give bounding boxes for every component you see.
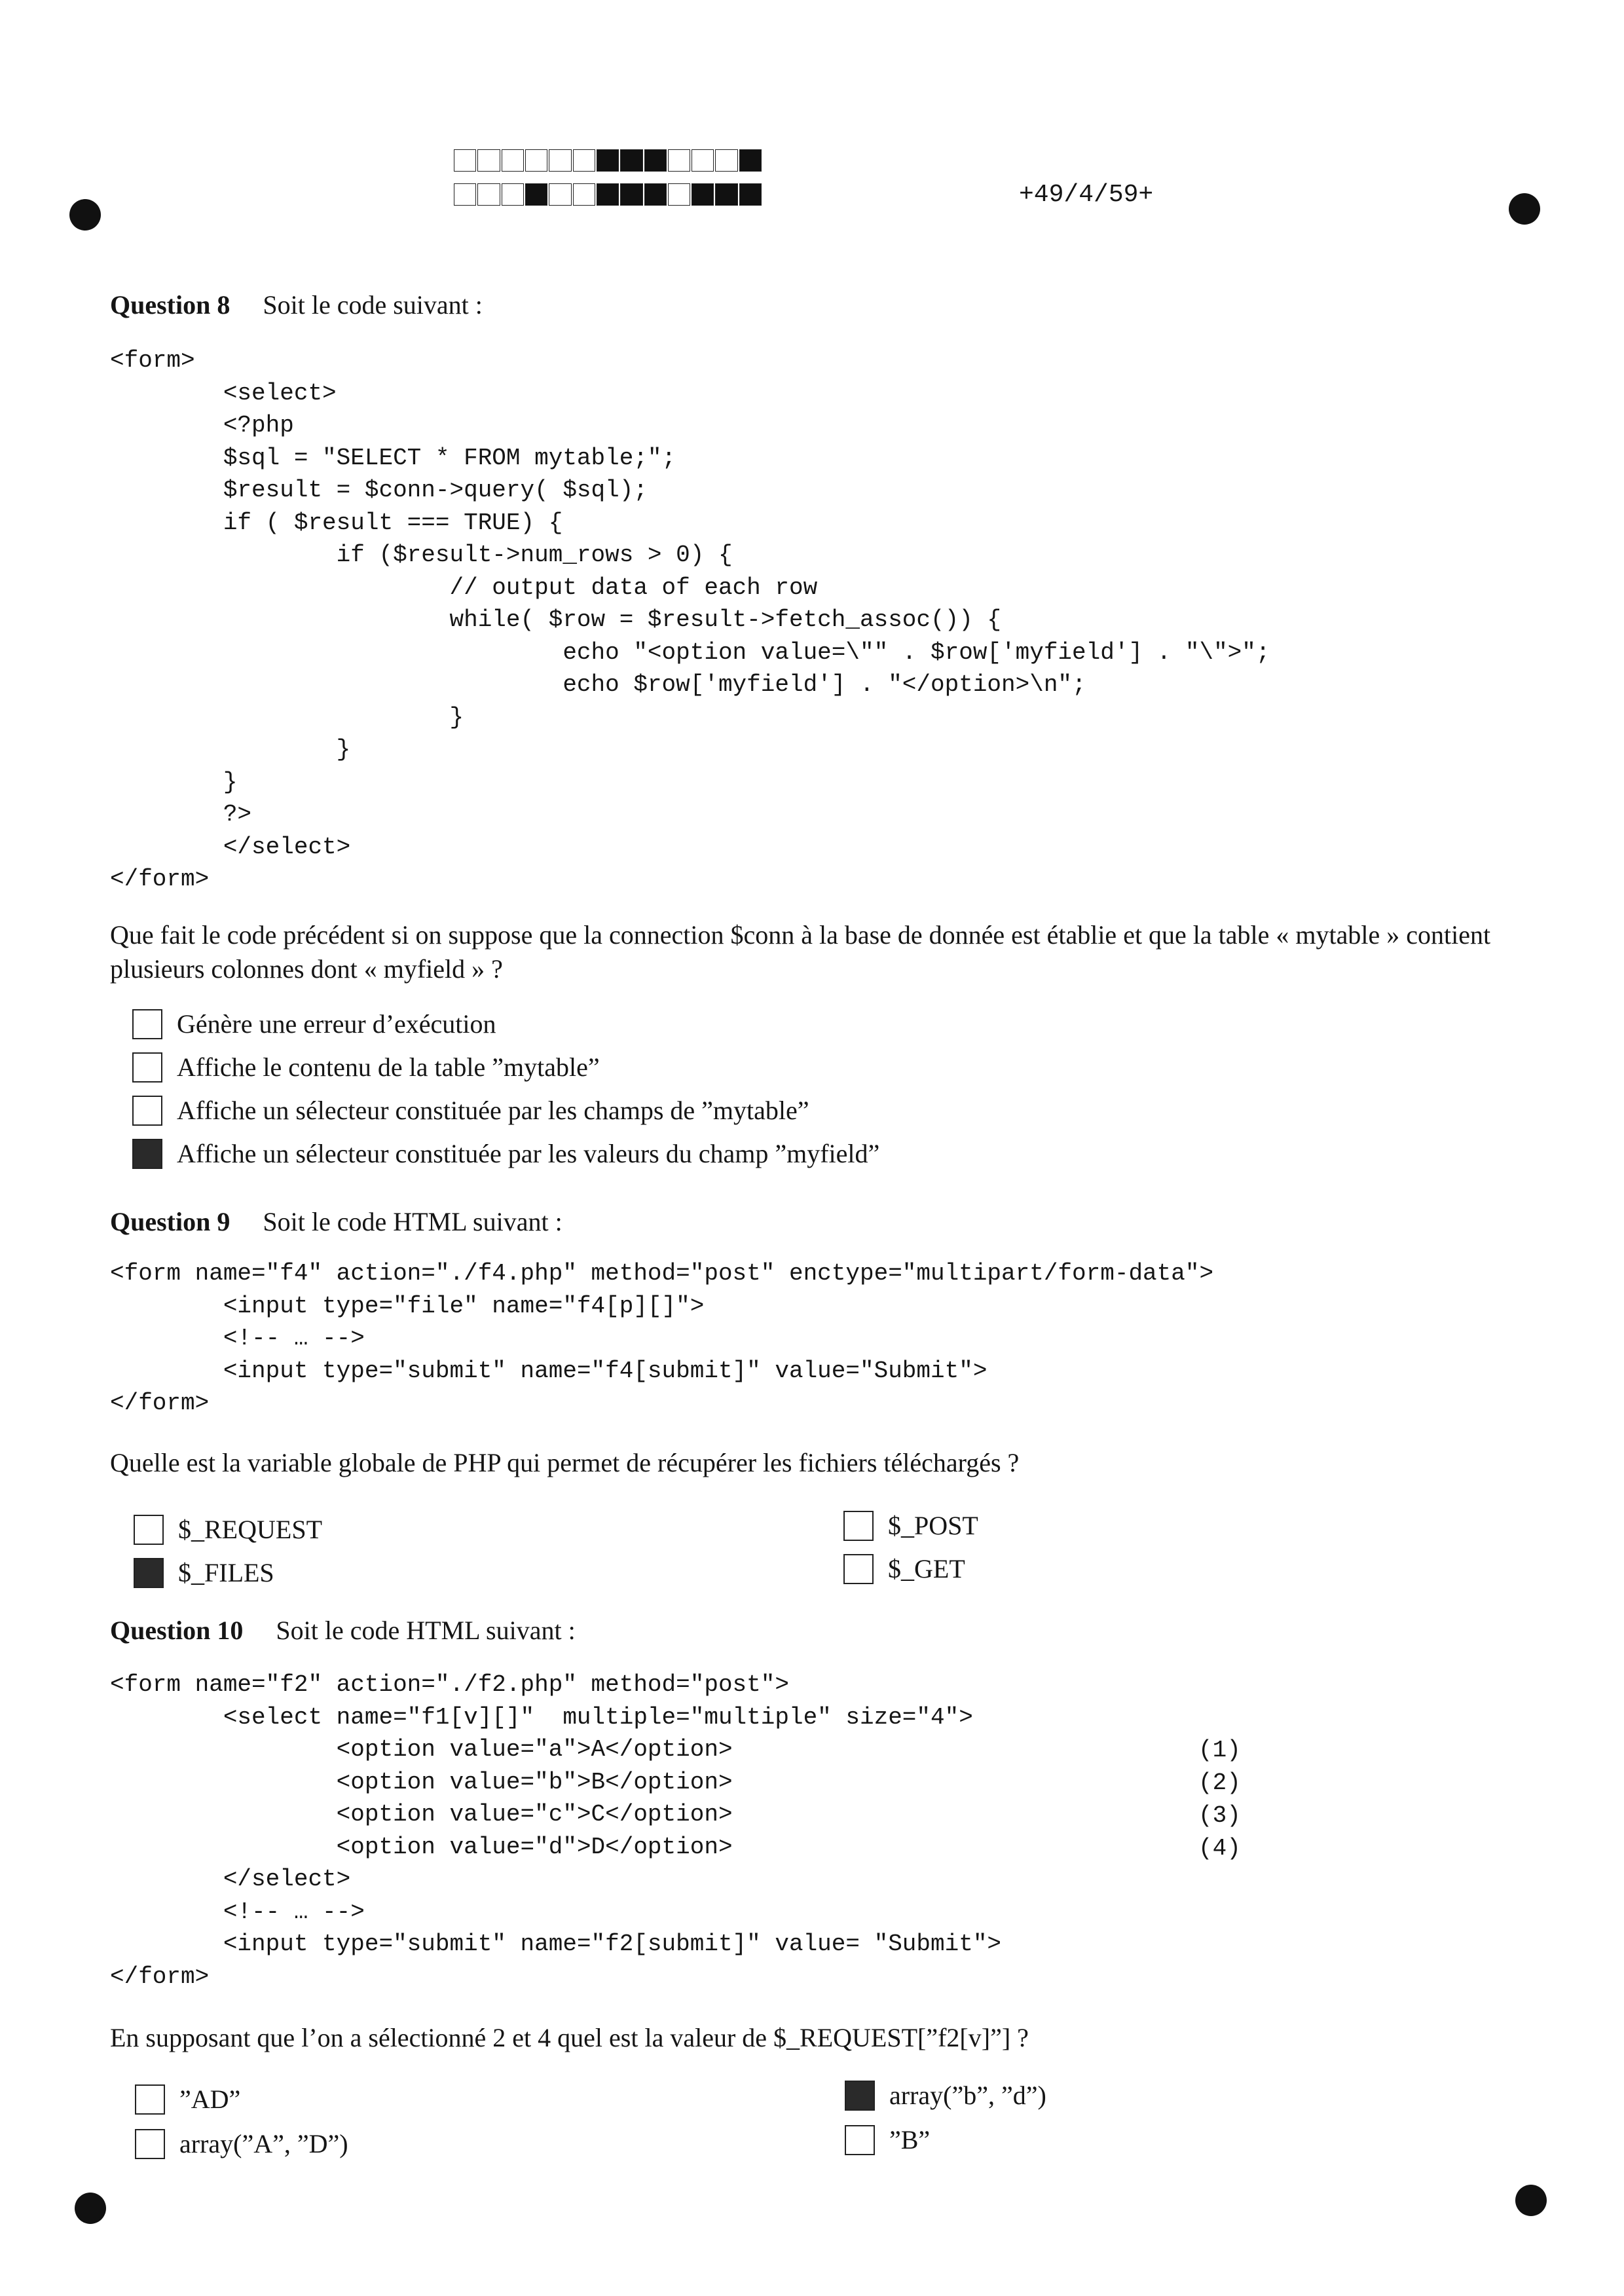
q8-option-1[interactable]	[132, 1009, 496, 1039]
q9-option-files[interactable]	[134, 1557, 274, 1588]
barcode-cell	[549, 149, 571, 172]
barcode-cell	[644, 183, 667, 206]
checkbox[interactable]	[132, 1052, 162, 1083]
checkbox[interactable]	[132, 1009, 162, 1039]
question-9-code: <form name="f4" action="./f4.php" method="post" enctype="multipart/form-data"> <input type="file" name="f4[p][]"> <!-- … --> <input type="submit" name="f4[submit]" value="Submit"> </form>	[110, 1260, 1214, 1416]
barcode-cell	[525, 183, 547, 206]
registration-mark-bottom-right	[1515, 2185, 1547, 2216]
option-label: $_GET	[888, 1554, 965, 1583]
question-9-header	[110, 1206, 563, 1237]
barcode-cell	[668, 183, 690, 206]
barcode-cell	[477, 149, 500, 172]
barcode-cell	[620, 149, 642, 172]
barcode-row-1	[454, 149, 763, 173]
barcode-cell	[597, 149, 619, 172]
option-label: ”AD”	[179, 2084, 241, 2114]
option-label: $_REQUEST	[178, 1515, 322, 1544]
question-8-text: Que fait le code précédent si on suppose que la connection $conn à la base de donnée est établie et que la table « mytable » contient plusieurs colonnes dont « myfield » ?	[110, 920, 1491, 984]
barcode-cell	[525, 149, 547, 172]
barcode-cell	[573, 183, 595, 206]
option-line-number-1: (1)	[1198, 1737, 1241, 1764]
question-8-intro: Soit le code suivant :	[263, 290, 483, 320]
q10-option-array-ad[interactable]	[135, 2128, 348, 2159]
question-10-intro: Soit le code HTML suivant :	[276, 1616, 576, 1645]
option-label: Affiche un sélecteur constituée par les champs de ”mytable”	[177, 1096, 809, 1125]
q10-option-ad[interactable]	[135, 2084, 240, 2115]
question-9-text: Quelle est la variable globale de PHP qui permet de récupérer les fichiers téléchargés ?	[110, 1448, 1020, 1477]
q8-option-3[interactable]	[132, 1095, 809, 1126]
q8-option-2[interactable]	[132, 1052, 600, 1083]
checkbox[interactable]	[135, 2084, 165, 2115]
checkbox[interactable]	[132, 1139, 162, 1169]
option-label: $_FILES	[178, 1558, 274, 1587]
checkbox[interactable]	[134, 1558, 164, 1588]
barcode-cell	[454, 183, 476, 206]
q9-option-request[interactable]	[134, 1514, 322, 1545]
barcode-cell	[502, 149, 524, 172]
q9-option-get[interactable]	[843, 1553, 965, 1584]
question-9-label: Question 9	[110, 1207, 231, 1236]
barcode-row-2	[454, 183, 763, 207]
option-label: Affiche le contenu de la table ”mytable”	[177, 1052, 600, 1082]
option-line-number-3: (3)	[1198, 1802, 1241, 1829]
checkbox[interactable]	[132, 1096, 162, 1126]
registration-mark-bottom-left	[75, 2193, 106, 2224]
barcode-cell	[597, 183, 619, 206]
barcode-cell	[454, 149, 476, 172]
barcode-cell	[477, 183, 500, 206]
checkbox[interactable]	[134, 1515, 164, 1545]
barcode-cell	[620, 183, 642, 206]
option-line-number-4: (4)	[1198, 1835, 1241, 1862]
option-label: Génère une erreur d’exécution	[177, 1009, 496, 1039]
checkbox[interactable]	[845, 2081, 875, 2111]
question-8-header	[110, 289, 483, 320]
barcode-cell	[644, 149, 667, 172]
q9-option-post[interactable]	[843, 1510, 978, 1541]
barcode-cell	[692, 149, 714, 172]
checkbox[interactable]	[135, 2129, 165, 2159]
option-label: $_POST	[888, 1511, 978, 1540]
q8-option-4[interactable]	[132, 1138, 879, 1169]
barcode-cell	[715, 183, 737, 206]
barcode-cell	[573, 149, 595, 172]
barcode-cell	[668, 149, 690, 172]
option-label: Affiche un sélecteur constituée par les valeurs du champ ”myfield”	[177, 1139, 880, 1168]
q10-option-b[interactable]	[845, 2124, 930, 2155]
checkbox[interactable]	[843, 1511, 874, 1541]
barcode-cell	[692, 183, 714, 206]
barcode-cell	[739, 149, 762, 172]
checkbox[interactable]	[845, 2125, 875, 2155]
registration-mark-top-left	[69, 199, 101, 231]
registration-mark-top-right	[1509, 193, 1540, 225]
checkbox[interactable]	[843, 1554, 874, 1584]
option-label: array(”b”, ”d”)	[889, 2081, 1046, 2110]
question-10-text: En supposant que l’on a sélectionné 2 et 4 quel est la valeur de $_REQUEST[”f2[v]”] ?	[110, 2023, 1029, 2052]
question-10-code: <form name="f2" action="./f2.php" method="post"> <select name="f1[v][]" multiple="multiple" size="4"> <option value="a">A</option> <option value="b">B</option> <option value="c">C</option> <option value="d">D</option> </select> <!-- … --> <input type="submit" name="f2[submit]" value= "Submit"> </form>	[110, 1671, 1002, 1990]
page-id: +49/4/59+	[1019, 181, 1154, 209]
option-line-number-2: (2)	[1198, 1769, 1241, 1796]
question-8-code: <form> <select> <?php $sql = "SELECT * FROM mytable;"; $result = $conn->query( $sql); if ( $result === TRUE) { if ($result->num_rows > 0) { // output data of each row while( $row = $result->fetch_assoc()) { echo "<option value=\"" . $row['myfield'] . "\">"; echo $row['myfield'] . "</option>\n"; } } } ?> </select> </form>	[110, 347, 1270, 893]
barcode-cell	[715, 149, 737, 172]
option-label: array(”A”, ”D”)	[179, 2129, 348, 2158]
barcode-cell	[502, 183, 524, 206]
question-9-intro: Soit le code HTML suivant :	[263, 1207, 563, 1236]
option-label: ”B”	[889, 2125, 931, 2155]
question-10-header	[110, 1615, 576, 1646]
barcode-cell	[549, 183, 571, 206]
question-8-label: Question 8	[110, 290, 231, 320]
q10-option-array-bd[interactable]	[845, 2080, 1046, 2111]
barcode-cell	[739, 183, 762, 206]
question-10-label: Question 10	[110, 1616, 244, 1645]
